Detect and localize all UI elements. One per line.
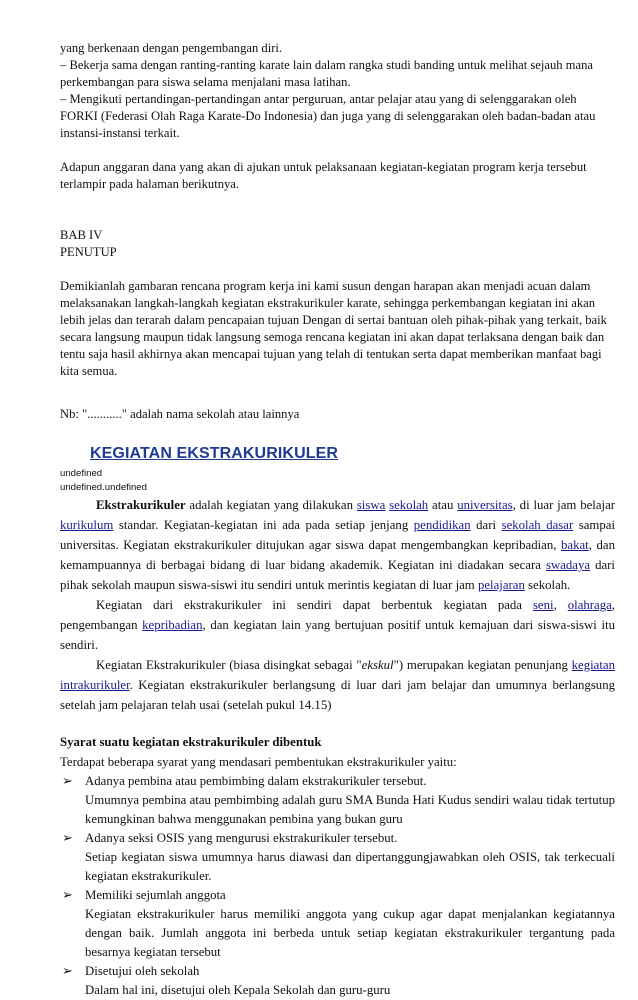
text-line: kita semua. <box>60 364 118 378</box>
text-line: Demikianlah gambaran rencana program kerja ini kami susun dengan harapan akan menjadi acuan dalam <box>60 279 591 293</box>
list-item: ➢ Adanya seksi OSIS yang mengurusi ekstrakurikuler tersebut. <box>60 829 615 848</box>
link-kegiatan-intrakurikuler[interactable]: kegiatan intrakurikuler <box>60 658 615 692</box>
section-heading-wrap <box>60 445 615 463</box>
link-bakat[interactable]: bakat <box>561 538 589 552</box>
document-page <box>60 40 615 1000</box>
arrow-bullet-icon: ➢ <box>62 964 73 978</box>
bold-term: Ekstrakurikuler <box>96 498 186 512</box>
link-olahraga[interactable]: olahraga <box>567 598 612 612</box>
link-seni[interactable]: seni <box>532 598 554 612</box>
arrow-bullet-icon: ➢ <box>62 888 73 902</box>
text-line: FORKI (Federasi Olah Raga Karate-Do Indonesia) dan juga yang di selenggarakan oleh badan-badan atau <box>60 109 596 123</box>
link-siswa[interactable]: siswa <box>356 498 386 512</box>
list-item-body: Setiap kegiatan siswa umumnya harus diawasi dan dipertanggungjawabkan oleh OSIS, tak terkecuali kegiatan ekstrakurikuler. <box>85 850 615 883</box>
text-line: melaksanakan langkah-langkah kegiatan ekstrakurikuler karate, sehingga perkembangan kegiatan ini akan <box>60 296 596 310</box>
link-sekolah[interactable]: sekolah <box>389 498 429 512</box>
link-pendidikan[interactable]: pendidikan <box>413 518 471 532</box>
subsection-intro: Terdapat beberapa syarat yang mendasari pembentukan ekstrakurikuler yaitu: <box>60 755 457 769</box>
placeholder-text: undefined <box>60 468 103 479</box>
placeholder-text: undefined.undefined <box>60 482 147 493</box>
arrow-bullet-icon: ➢ <box>62 774 73 788</box>
list-item: ➢ Memiliki sejumlah anggota <box>60 886 615 905</box>
chapter-label: BAB IV <box>60 228 103 242</box>
text-line: lebih jelas dan terarah dalam pencapaian tujuan Dengan di sertai bantuan oleh pihak-pihak yang terkait, baik <box>60 313 607 327</box>
paragraph-ekskul: Kegiatan Ekstrakurikuler (biasa disingkat sebagai "ekskul") merupakan kegiatan penunjang kegiatan intrakurikuler. Kegiatan ekstrakurikuler berlangsung di luar dari jam belajar dan umumnya berlangsung setelah jam pelajaran telah usai (setelah pukul 14.15) <box>60 658 615 712</box>
text-line: perkembangan para siswa selama menjalani masa latihan. <box>60 75 351 89</box>
text-line: Adapun anggaran dana yang akan di ajukan untuk pelaksanaan kegiatan-kegiatan program kerja tersebut <box>60 160 587 174</box>
link-kepribadian[interactable]: kepribadian <box>142 618 203 632</box>
text-line: – Bekerja sama dengan ranting-ranting karate lain dalam rangka studi banding untuk melihat sejauh mana <box>60 58 593 72</box>
subsection-title: Syarat suatu kegiatan ekstrakurikuler dibentuk <box>60 735 322 749</box>
list-item-body: Dalam hal ini, disetujui oleh Kepala Sekolah dan guru-guru <box>85 983 391 997</box>
list-item: ➢ Adanya pembina atau pembimbing dalam ekstrakurikuler tersebut. <box>60 772 615 791</box>
link-swadaya[interactable]: swadaya <box>545 558 591 572</box>
note-line: Nb: "..........." adalah nama sekolah atau lainnya <box>60 407 300 421</box>
paragraph-definition: Ekstrakurikuler adalah kegiatan yang dilakukan siswa sekolah atau universitas, di luar jam belajar kurikulum standar. Kegiatan-kegiatan ini ada pada setiap jenjang pendidikan dari sekolah dasar sampai universitas. Kegiatan ekstrakurikuler ditujukan agar siswa dapat mengembangkan kepribadian, bakat, dan kemampuannya di berbagai bidang di luar bidang akademik. Kegiatan ini diadakan secara swadaya dari pihak sekolah maupun siswa-siswi itu sendiri untuk merintis kegiatan di luar jam pelajaran sekolah. <box>60 498 616 592</box>
link-kurikulum[interactable]: kurikulum <box>60 518 114 532</box>
link-pelajaran[interactable]: pelajaran <box>477 578 525 592</box>
requirement-list <box>60 772 615 1000</box>
list-item: ➢ Disetujui oleh sekolah <box>60 962 615 981</box>
text-line: yang berkenaan dengan pengembangan diri. <box>60 41 283 55</box>
link-universitas[interactable]: universitas <box>457 498 513 512</box>
arrow-bullet-icon: ➢ <box>62 831 73 845</box>
text-line: terlampir pada halaman berikutnya. <box>60 177 240 191</box>
link-sekolah-dasar[interactable]: sekolah dasar <box>501 518 574 532</box>
text-line: tentu saja hasil akhirnya akan mencapai tujuan yang telah di tentukan serta dapat memberikan manfaat bagi <box>60 347 602 361</box>
text-line: secara langsung maupun tidak langsung semoga rencana kegiatan ini akan dapat terlaksana dengan baik dan <box>60 330 605 344</box>
section-heading: KEGIATAN EKSTRAKURIKULER <box>90 445 339 462</box>
list-item-body: Kegiatan ekstrakurikuler harus memiliki anggota yang cukup agar dapat menjalankan kegiatannya dengan baik. Jumlah anggota ini berbeda untuk setiap kegiatan ekstrakurikuler tergantung pada besarnya kegiatan tersebut <box>85 907 615 959</box>
list-item-body: Umumnya pembina atau pembimbing adalah guru SMA Bunda Hati Kudus sendiri walau tidak tertutup kemungkinan bahwa menggunakan pembina yang bukan guru <box>85 793 615 826</box>
chapter-title: PENUTUP <box>60 245 117 259</box>
text-line: instansi-instansi terkait. <box>60 126 180 140</box>
paragraph-forms: Kegiatan dari ekstrakurikuler ini sendiri dapat berbentuk kegiatan pada seni, olahraga, pengembangan kepribadian, dan kegiatan lain yang bertujuan positif untuk kemajuan dari siswa-siswi itu sendiri. <box>60 598 615 652</box>
text-line: – Mengikuti pertandingan-pertandingan antar perguruan, antar pelajar atau yang di selenggarakan oleh <box>60 92 577 106</box>
